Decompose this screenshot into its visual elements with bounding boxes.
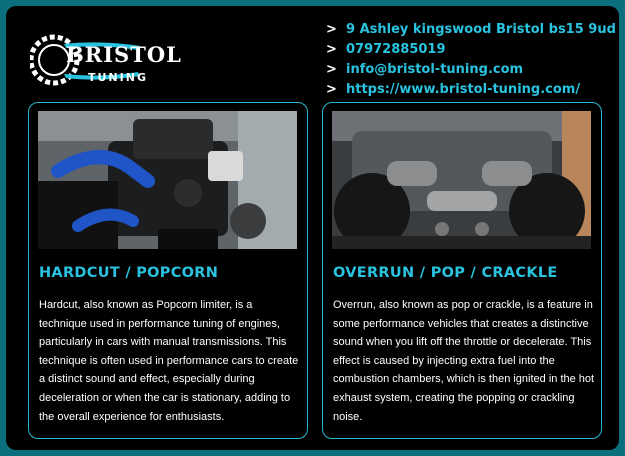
brand-logo[interactable] [30,30,182,90]
chevron-right-icon: > [326,61,337,77]
brand-name: BRISTOL [66,42,182,67]
card-title-hardcut: HARDCUT / POPCORN [39,265,219,281]
address-text: 9 Ashley kingswood Bristol bs15 9ud [346,21,616,37]
email-link[interactable]: info@bristol-tuning.com [346,61,524,77]
card-body-overrun: Overrun, also known as pop or crackle, is a feature in some performance vehicles that creates a distinctive sound when you lift off the throttle or decelerate. This effect is caused by injecting extra fuel into the combustion chambers, which is then ignited in the hot exhaust system, creating the popping or crackling noise. [333,299,595,423]
chevron-right-icon: > [326,81,337,97]
card-title-overrun: OVERRUN / POP / CRACKLE [333,265,558,281]
brand-tagline: TUNING [88,71,148,84]
contact-email[interactable] [326,59,616,79]
card-hardcut [28,102,308,439]
contact-website[interactable] [326,79,616,99]
exhaust-underside-photo [332,111,591,249]
card-body-hardcut: Hardcut, also known as Popcorn limiter, is a technique used in performance tuning of engines, particularly in cars with manual transmissions. This technique is often used in performance cars to create a distinct sound and effect, especially during deceleration or when the car is stationary, adding to the overall experience for enthusiasts. [39,299,299,423]
contact-list [326,19,616,99]
contact-address[interactable] [326,19,616,39]
website-link[interactable]: https://www.bristol-tuning.com/ [346,81,581,97]
page-frame [6,6,619,450]
contact-phone[interactable] [326,39,616,59]
chevron-right-icon: > [326,21,337,37]
card-overrun [322,102,602,439]
phone-text: 07972885019 [346,41,446,57]
chevron-right-icon: > [326,41,337,57]
engine-bay-photo [38,111,297,249]
